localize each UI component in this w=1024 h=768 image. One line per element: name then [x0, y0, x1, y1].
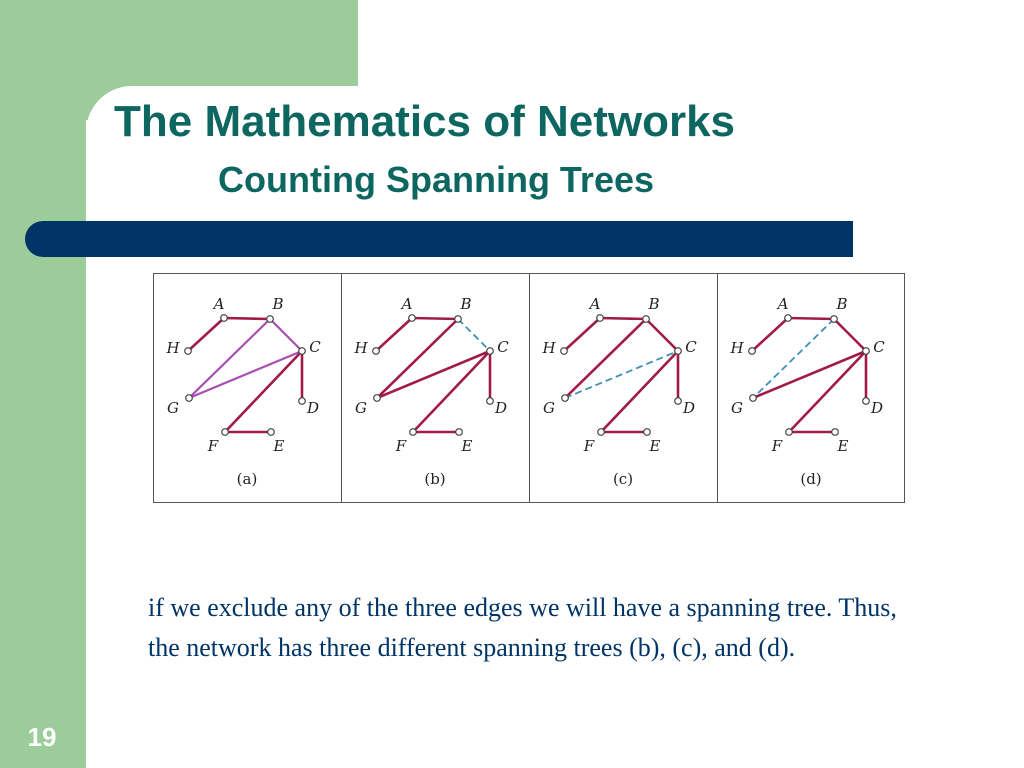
vertex-e	[832, 429, 839, 436]
vertex-d	[675, 398, 682, 405]
vertex-c	[675, 348, 682, 355]
vertex-g	[186, 395, 193, 402]
vertex-label-g: G	[167, 399, 179, 417]
vertex-label-a: A	[589, 295, 601, 313]
slide-number: 19	[27, 722, 57, 752]
left-accent-band	[0, 0, 86, 768]
panel-caption: (c)	[612, 470, 634, 488]
vertex-a	[785, 315, 792, 322]
vertex-label-e: E	[649, 437, 661, 455]
vertex-label-d: D	[682, 399, 696, 417]
vertex-b	[643, 316, 650, 323]
vertex-label-a: A	[401, 295, 413, 313]
vertex-label-c: C	[873, 338, 885, 356]
vertex-label-b: B	[272, 295, 284, 313]
slide-subtitle: Counting Spanning Trees	[218, 159, 655, 200]
vertex-e	[268, 429, 275, 436]
vertex-b	[831, 316, 838, 323]
tree-edge-ab	[224, 318, 270, 319]
spanning-trees-diagram	[153, 273, 905, 503]
vertex-label-e: E	[837, 437, 849, 455]
vertex-d	[863, 398, 870, 405]
vertex-label-g: G	[355, 399, 367, 417]
vertex-label-f: F	[771, 437, 783, 455]
vertex-f	[598, 429, 605, 436]
vertex-d	[299, 398, 306, 405]
vertex-label-h: H	[354, 339, 368, 357]
vertex-a	[221, 315, 228, 322]
vertex-h	[561, 348, 568, 355]
vertex-h	[185, 348, 192, 355]
panel-caption: (d)	[800, 470, 822, 488]
vertex-label-c: C	[309, 338, 321, 356]
vertex-label-d: D	[870, 399, 884, 417]
slide-title: The Mathematics of Networks	[114, 97, 736, 146]
tree-edge-ab	[600, 318, 646, 319]
title-divider-bar	[25, 221, 853, 257]
vertex-label-f: F	[207, 437, 219, 455]
vertex-label-f: F	[395, 437, 407, 455]
vertex-c	[487, 348, 494, 355]
vertex-a	[409, 315, 416, 322]
vertex-e	[456, 429, 463, 436]
vertex-label-b: B	[460, 295, 472, 313]
vertex-label-d: D	[494, 399, 508, 417]
vertex-label-d: D	[306, 399, 320, 417]
vertex-label-a: A	[777, 295, 789, 313]
vertex-f	[222, 429, 229, 436]
vertex-g	[374, 395, 381, 402]
vertex-c	[299, 348, 306, 355]
vertex-label-g: G	[731, 399, 743, 417]
vertex-label-h: H	[730, 339, 744, 357]
vertex-f	[410, 429, 417, 436]
vertex-label-e: E	[273, 437, 285, 455]
vertex-label-f: F	[583, 437, 595, 455]
vertex-a	[597, 315, 604, 322]
panel-caption: (b)	[424, 470, 446, 488]
spanning-trees-figure	[153, 273, 905, 503]
vertex-g	[562, 395, 569, 402]
vertex-b	[455, 316, 462, 323]
vertex-label-h: H	[542, 339, 556, 357]
vertex-label-a: A	[213, 295, 225, 313]
explanation-text: if we exclude any of the three edges we will have a spanning tree. Thus, the network has three different spanning trees (b), (c), and (d).	[148, 593, 897, 662]
vertex-d	[487, 398, 494, 405]
vertex-b	[267, 316, 274, 323]
vertex-h	[373, 348, 380, 355]
vertex-label-c: C	[497, 338, 509, 356]
tree-edge-ab	[412, 318, 458, 319]
vertex-label-g: G	[543, 399, 555, 417]
vertex-label-e: E	[461, 437, 473, 455]
vertex-label-h: H	[166, 339, 180, 357]
panel-caption: (a)	[236, 470, 258, 488]
vertex-c	[863, 348, 870, 355]
vertex-label-c: C	[685, 338, 697, 356]
vertex-g	[750, 395, 757, 402]
tree-edge-ab	[788, 318, 834, 319]
vertex-label-b: B	[836, 295, 848, 313]
vertex-e	[644, 429, 651, 436]
vertex-f	[786, 429, 793, 436]
vertex-h	[749, 348, 756, 355]
vertex-label-b: B	[648, 295, 660, 313]
